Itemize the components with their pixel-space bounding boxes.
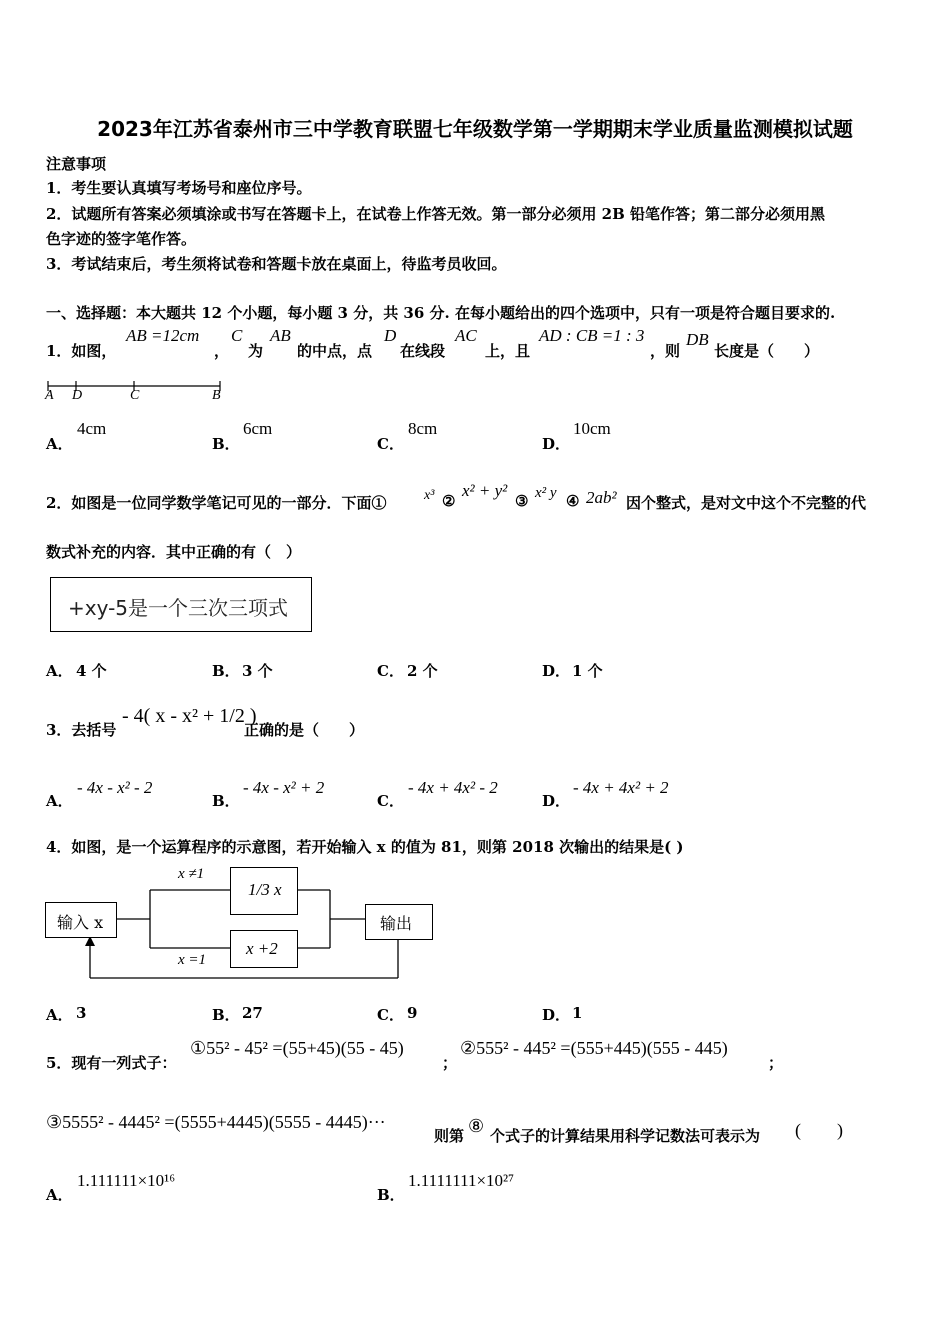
q1-math-ab2: AB <box>270 326 291 345</box>
q2-option-d-label: D． <box>542 662 571 680</box>
q4-option-a-label: A． <box>46 1006 73 1024</box>
q5-sep-2: ； <box>768 1054 784 1072</box>
q4-option-b-value: 27 <box>242 1004 263 1022</box>
q5-paren: ( ) <box>795 1120 843 1140</box>
q4-option-c-value: 9 <box>407 1004 418 1022</box>
q1-option-c-label: C． <box>377 435 404 453</box>
q1-point-a: A <box>45 388 54 403</box>
q1-math-ab: AB =12cm <box>126 326 200 345</box>
q5-formula-1: ①55² - 45² =(55+45)(55 - 45) <box>190 1038 404 1058</box>
q5-text-1: 5．现有一列式子： <box>46 1054 177 1072</box>
q2-circle-2: ② <box>442 492 456 510</box>
q1-text-1: 1．如图， <box>46 342 117 360</box>
q3-option-b-label: B． <box>212 792 240 810</box>
notice-item-1: 1．考生要认真填写考场号和座位序号。 <box>46 179 312 197</box>
q5-option-b-value: 1.1111111×10²⁷ <box>408 1171 515 1190</box>
q1-point-b: B <box>212 388 221 403</box>
q1-option-b-label: B． <box>212 435 240 453</box>
q4-text: 4．如图，是一个运算程序的示意图，若开始输入 x 的值为 81，则第 2018 次输出的结果是( ) <box>46 838 684 856</box>
q4-option-d-value: 1 <box>572 1004 583 1022</box>
q3-option-c-label: C． <box>377 792 404 810</box>
q4-option-d-label: D． <box>542 1006 571 1024</box>
q1-option-b-value: 6cm <box>243 419 273 438</box>
q3-option-d-value: - 4x + 4x² + 2 <box>573 778 669 797</box>
q1-option-a-value: 4cm <box>77 419 107 438</box>
q2-expr-3: x² y <box>535 485 557 501</box>
q5-text-2: 则第 <box>434 1127 465 1145</box>
q3-expression: - 4( x - x² + 1/2 ) <box>122 705 257 727</box>
q3-option-a-value: - 4x - x² - 2 <box>77 778 153 797</box>
q2-expr-1: x³ <box>424 488 435 503</box>
section-heading: 一、选择题：本大题共 12 个小题，每小题 3 分，共 36 分. 在每小题给出的四个选项中，只有一项是符合题目要求的. <box>46 304 836 322</box>
q5-sep-1: ； <box>442 1054 458 1072</box>
notice-item-2-cont: 色字迹的签字笔作答。 <box>46 230 197 248</box>
q1-math-db: DB <box>686 330 709 349</box>
q2-circle-4: ④ <box>566 492 580 510</box>
q1-text-3: 为 <box>248 342 264 360</box>
q3-text-1: 3．去括号 <box>46 721 117 739</box>
q2-option-d-value: 1 个 <box>572 662 603 680</box>
q5-circle-8: ⑧ <box>468 1116 485 1136</box>
q1-math-ac: AC <box>455 326 477 345</box>
q2-text-2: 因个整式，是对文中这个不完整的代 <box>626 494 867 512</box>
notice-heading: 注意事项 <box>46 155 107 173</box>
q4-cond-top: x ≠1 <box>178 866 205 882</box>
q2-text-1: 2．如图是一位同学数学笔记可见的一部分．下面① <box>46 494 387 512</box>
q1-text-8: 长度是（ ） <box>714 342 820 360</box>
q3-text-2: 正确的是（ ） <box>244 721 365 739</box>
q1-text-2: ， <box>214 342 230 360</box>
q2-expr-2: x² + y² <box>462 481 508 500</box>
q2-circle-3: ③ <box>515 492 529 510</box>
q4-op-bottom-label: x +2 <box>246 939 278 958</box>
q4-option-c-label: C． <box>377 1006 404 1024</box>
q2-option-b-value: 3 个 <box>242 662 273 680</box>
q1-text-5: 在线段 <box>400 342 446 360</box>
q1-option-c-value: 8cm <box>408 419 438 438</box>
q1-text-4: 的中点，点 <box>297 342 373 360</box>
q5-option-a-value: 1.111111×10¹⁶ <box>77 1171 176 1190</box>
q5-option-a-label: A． <box>46 1186 73 1204</box>
q5-text-3: 个式子的计算结果用科学记数法可表示为 <box>490 1127 761 1145</box>
q1-math-ratio: AD : CB =1 : 3 <box>539 326 645 345</box>
q4-cond-bottom: x =1 <box>178 952 207 968</box>
q1-math-d: D <box>384 326 397 345</box>
q2-expr-4: 2ab² <box>586 488 617 507</box>
notice-item-2: 2．试题所有答案必须填涂或书写在答题卡上，在试卷上作答无效。第一部分必须用 2B 铅笔作答；第二部分必须用黑 <box>46 205 826 223</box>
q4-op-top-label: 1/3 x <box>248 880 282 899</box>
q3-option-d-label: D． <box>542 792 571 810</box>
q1-option-a-label: A． <box>46 435 73 453</box>
q1-text-7: ，则 <box>650 342 681 360</box>
q4-option-b-label: B． <box>212 1006 240 1024</box>
q4-output-label: 输出 <box>380 914 413 933</box>
q2-option-a-label: A． <box>46 662 73 680</box>
q4-input-label: 输入 x <box>57 913 104 932</box>
q1-point-d: D <box>72 388 83 403</box>
q2-option-c-value: 2 个 <box>407 662 438 680</box>
q1-point-c: C <box>130 388 140 403</box>
q5-option-b-label: B． <box>377 1186 405 1204</box>
q3-option-c-value: - 4x + 4x² - 2 <box>408 778 498 797</box>
q3-option-a-label: A． <box>46 792 73 810</box>
q1-option-d-label: D． <box>542 435 571 453</box>
q2-option-b-label: B． <box>212 662 240 680</box>
q4-option-a-value: 3 <box>76 1004 87 1022</box>
q2-text-3: 数式补充的内容．其中正确的有（ ） <box>46 543 302 561</box>
q5-formula-3: ③5555² - 4445² =(5555+4445)(5555 - 4445)··· <box>46 1112 386 1132</box>
q2-note-text: +xy-5是一个三次三项式 <box>68 596 289 620</box>
q1-option-d-value: 10cm <box>573 419 611 438</box>
q1-text-6: 上，且 <box>485 342 531 360</box>
q5-formula-2: ②555² - 445² =(555+445)(555 - 445) <box>460 1038 728 1058</box>
q2-option-c-label: C． <box>377 662 404 680</box>
q2-option-a-value: 4 个 <box>76 662 107 680</box>
q3-option-b-value: - 4x - x² + 2 <box>243 778 325 797</box>
page-title: 2023年江苏省泰州市三中学教育联盟七年级数学第一学期期末学业质量监测模拟试题 <box>97 117 853 141</box>
notice-item-3: 3．考试结束后，考生须将试卷和答题卡放在桌面上，待监考员收回。 <box>46 255 507 273</box>
q1-math-c: C <box>231 326 243 345</box>
